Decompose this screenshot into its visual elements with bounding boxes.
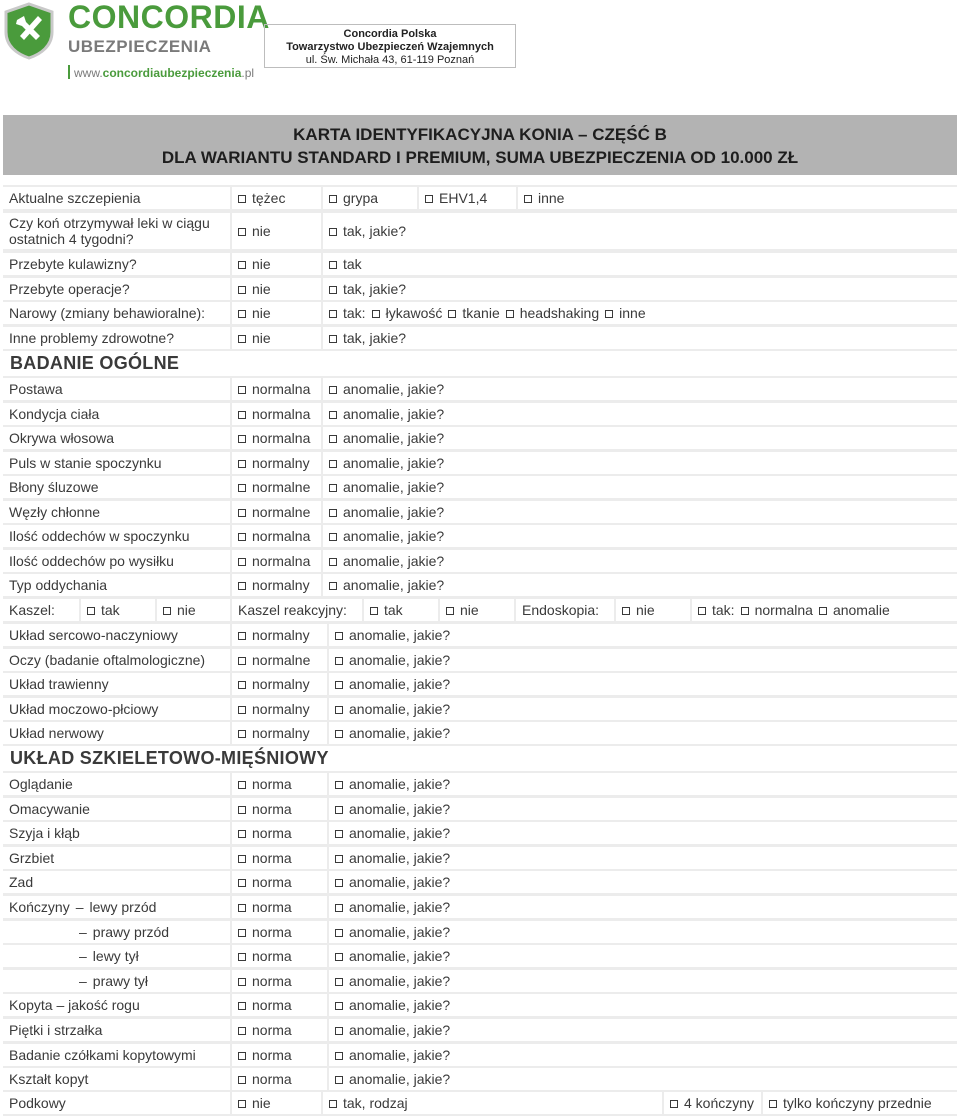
- option-anomalie[interactable]: anomalie, jakie?: [329, 673, 957, 695]
- row-inne-problemy: [3, 325, 957, 351]
- table-row: [3, 401, 957, 427]
- row-label: Kaszel:: [3, 599, 79, 621]
- option-norma[interactable]: normalne: [232, 501, 321, 523]
- checkbox-icon[interactable]: [238, 1076, 246, 1084]
- option-tak-rodzaj[interactable]: tak, rodzaj: [323, 1092, 662, 1114]
- checkbox-icon[interactable]: [335, 830, 343, 838]
- option-anomalie[interactable]: anomalie, jakie?: [323, 378, 957, 400]
- checkbox-icon[interactable]: [769, 1100, 777, 1108]
- option-grypa[interactable]: grypa: [323, 187, 417, 209]
- table-row: [3, 845, 957, 871]
- option-nie[interactable]: nie: [232, 278, 321, 300]
- checkbox-icon[interactable]: [87, 607, 95, 615]
- checkbox-icon[interactable]: [238, 830, 246, 838]
- row-label: Piętki i strzałka: [3, 1019, 230, 1041]
- table-row: [3, 943, 957, 969]
- option-norma[interactable]: normalny: [232, 574, 321, 596]
- checkbox-icon[interactable]: [622, 607, 630, 615]
- checkbox-icon[interactable]: [335, 1076, 343, 1084]
- option-norma[interactable]: norma: [232, 921, 327, 943]
- checkbox-icon[interactable]: [238, 806, 246, 814]
- table-row: [3, 696, 957, 722]
- checkbox-icon[interactable]: [238, 657, 246, 665]
- option-norma[interactable]: norma: [232, 773, 327, 795]
- option-norma[interactable]: normalna: [232, 378, 321, 400]
- row-label: Okrywa włosowa: [3, 427, 230, 449]
- table-row: [3, 796, 957, 822]
- option-anomalie[interactable]: anomalie, jakie?: [329, 994, 957, 1016]
- company-address: Concordia Polska Towarzystwo Ubezpieczeń Wzajemnych ul. Św. Michała 43, 61-119 Poznań: [264, 24, 516, 68]
- row-label: Badanie czółkami kopytowymi: [3, 1044, 230, 1066]
- row-label: Układ nerwowy: [3, 722, 230, 744]
- logo-shield-icon: [2, 2, 56, 60]
- checkbox-icon[interactable]: [329, 460, 337, 468]
- option-anomalie[interactable]: anomalie, jakie?: [329, 1044, 957, 1066]
- option-anomalie[interactable]: anomalie, jakie?: [329, 945, 957, 967]
- option-norma[interactable]: normalny: [232, 624, 327, 646]
- checkbox-icon[interactable]: [506, 310, 514, 318]
- table-row: [3, 523, 957, 549]
- row-label: Ilość oddechów w spoczynku: [3, 525, 230, 547]
- endoskopia-label: Endoskopia:: [516, 599, 614, 621]
- option-anomalie[interactable]: anomalie, jakie?: [329, 698, 957, 720]
- row-label: Zad: [3, 871, 230, 893]
- checkbox-icon[interactable]: [238, 533, 246, 541]
- form-title: KARTA IDENTYFIKACYJNA KONIA – CZĘŚĆ B DLA WARIANTU STANDARD I PREMIUM, SUMA UBEZPIECZENIA OD 10.000 ZŁ: [3, 115, 957, 175]
- row-label: – lewy tył: [3, 945, 230, 967]
- option-norma[interactable]: normalny: [232, 452, 321, 474]
- option-endo-tak-group: [692, 599, 957, 621]
- checkbox-icon[interactable]: [238, 335, 246, 343]
- option-nie[interactable]: nie: [232, 253, 321, 275]
- option-norma[interactable]: normalna: [232, 550, 321, 572]
- row-meds: [3, 211, 957, 251]
- checkbox-icon[interactable]: [329, 310, 337, 318]
- checkbox-icon[interactable]: [819, 607, 827, 615]
- checkbox-icon[interactable]: [238, 781, 246, 789]
- checkbox-icon[interactable]: [238, 582, 246, 590]
- table-row: [3, 474, 957, 500]
- table-row: [3, 720, 957, 746]
- checkbox-icon[interactable]: [335, 781, 343, 789]
- row-label: Podkowy: [3, 1092, 230, 1114]
- row-label: Typ oddychania: [3, 574, 230, 596]
- option-endo-normalna[interactable]: normalna: [741, 602, 813, 618]
- checkbox-icon[interactable]: [605, 310, 613, 318]
- option-kaszel-tak[interactable]: tak: [81, 599, 155, 621]
- option-norma[interactable]: norma: [232, 945, 327, 967]
- option-norma[interactable]: normalne: [232, 476, 321, 498]
- checkbox-icon[interactable]: [238, 435, 246, 443]
- row-label: Układ moczowo-płciowy: [3, 698, 230, 720]
- checkbox-icon[interactable]: [238, 855, 246, 863]
- row-kulawizny: [3, 251, 957, 277]
- section-title-badanie-ogolne: BADANIE OGÓLNE: [10, 353, 180, 373]
- option-anomalie[interactable]: anomalie, jakie?: [329, 970, 957, 992]
- row-label: Kształt kopyt: [3, 1068, 230, 1090]
- option-norma[interactable]: norma: [232, 798, 327, 820]
- option-4-konczyny[interactable]: 4 kończyny: [664, 1092, 761, 1114]
- checkbox-icon[interactable]: [335, 730, 343, 738]
- option-norma[interactable]: normalna: [232, 427, 321, 449]
- row-label: Oczy (badanie oftalmologiczne): [3, 649, 230, 671]
- table-row: [3, 572, 957, 598]
- checkbox-icon[interactable]: [329, 435, 337, 443]
- table-row: [3, 671, 957, 697]
- row-vaccines: [3, 185, 957, 211]
- table-row: [3, 771, 957, 797]
- option-tak[interactable]: tak: [323, 253, 957, 275]
- option-inne[interactable]: inne: [518, 187, 957, 209]
- option-headshaking[interactable]: headshaking: [506, 305, 599, 321]
- row-label: Czy koń otrzymywał leki w ciągu ostatnich 4 tygodni?: [3, 213, 230, 249]
- checkbox-icon[interactable]: [335, 632, 343, 640]
- option-anomalie[interactable]: anomalie, jakie?: [329, 798, 957, 820]
- table-row: [3, 1042, 957, 1068]
- option-anomalie[interactable]: anomalie, jakie?: [329, 896, 957, 918]
- checkbox-icon[interactable]: [335, 806, 343, 814]
- option-tezec[interactable]: tężec: [232, 187, 321, 209]
- option-inne[interactable]: inne: [605, 305, 645, 321]
- option-norma[interactable]: norma: [232, 822, 327, 844]
- option-anomalie[interactable]: anomalie, jakie?: [329, 1068, 957, 1090]
- checkbox-icon[interactable]: [238, 228, 246, 236]
- option-norma[interactable]: norma: [232, 1044, 327, 1066]
- checkbox-icon[interactable]: [698, 607, 706, 615]
- option-tkanie[interactable]: tkanie: [448, 305, 499, 321]
- option-anomalie[interactable]: anomalie, jakie?: [329, 649, 957, 671]
- logo-title: CONCORDIA: [68, 0, 270, 35]
- row-narowy: [3, 300, 957, 326]
- option-norma[interactable]: norma: [232, 994, 327, 1016]
- table-row: [3, 869, 957, 895]
- checkbox-icon[interactable]: [238, 558, 246, 566]
- section-title-uklad-szkieletowo-miesniowy: UKŁAD SZKIELETOWO-MIĘŚNIOWY: [10, 748, 329, 768]
- checkbox-icon[interactable]: [448, 310, 456, 318]
- option-norma[interactable]: normalna: [232, 525, 321, 547]
- option-nie[interactable]: nie: [232, 213, 321, 249]
- logo-accent-bar: [68, 65, 70, 79]
- logo-subtitle: UBEZPIECZENIA: [68, 37, 212, 56]
- row-label: Przebyte operacje?: [3, 278, 230, 300]
- option-anomalie[interactable]: anomalie, jakie?: [329, 722, 957, 744]
- row-label: Kończyny – lewy przód: [3, 896, 230, 918]
- table-row: [3, 622, 957, 648]
- row-label: Puls w stanie spoczynku: [3, 452, 230, 474]
- row-label: Szyja i kłąb: [3, 822, 230, 844]
- checkbox-icon[interactable]: [329, 533, 337, 541]
- row-label: Przebyte kulawizny?: [3, 253, 230, 275]
- checkbox-icon[interactable]: [238, 904, 246, 912]
- checkbox-icon[interactable]: [329, 484, 337, 492]
- website-link[interactable]: www.concordiaubezpieczenia.pl: [74, 66, 255, 80]
- option-tak-group: [323, 302, 957, 324]
- table-row: [3, 820, 957, 846]
- row-operacje: [3, 276, 957, 302]
- option-anomalie[interactable]: anomalie, jakie?: [329, 871, 957, 893]
- row-label: Oglądanie: [3, 773, 230, 795]
- checkbox-icon[interactable]: [238, 730, 246, 738]
- row-label: Postawa: [3, 378, 230, 400]
- checkbox-icon[interactable]: [335, 879, 343, 887]
- table-row: [3, 499, 957, 525]
- option-endo-tak[interactable]: tak:: [698, 602, 735, 618]
- table-row: [3, 450, 957, 476]
- option-norma[interactable]: normalny: [232, 722, 327, 744]
- checkbox-icon[interactable]: [163, 607, 171, 615]
- option-ehv[interactable]: EHV1,4: [419, 187, 516, 209]
- option-lykawosc[interactable]: łykawość: [372, 305, 443, 321]
- option-nie[interactable]: nie: [232, 302, 321, 324]
- checkbox-icon[interactable]: [238, 1100, 246, 1108]
- checkbox-icon[interactable]: [372, 310, 380, 318]
- checkbox-icon[interactable]: [238, 1052, 246, 1060]
- option-norma[interactable]: normalne: [232, 649, 327, 671]
- checkbox-icon[interactable]: [335, 657, 343, 665]
- checkbox-icon[interactable]: [238, 310, 246, 318]
- checkbox-icon[interactable]: [335, 1052, 343, 1060]
- option-anomalie[interactable]: anomalie, jakie?: [329, 773, 957, 795]
- option-tak[interactable]: tak, jakie?: [323, 327, 957, 349]
- option-norma[interactable]: norma: [232, 871, 327, 893]
- table-row: [3, 894, 957, 920]
- checkbox-icon[interactable]: [238, 195, 246, 203]
- option-anomalie[interactable]: anomalie, jakie?: [323, 403, 957, 425]
- checkbox-icon[interactable]: [329, 558, 337, 566]
- checkbox-icon[interactable]: [238, 386, 246, 394]
- checkbox-icon[interactable]: [238, 509, 246, 517]
- checkbox-icon[interactable]: [238, 681, 246, 689]
- option-anomalie[interactable]: anomalie, jakie?: [329, 847, 957, 869]
- row-label: Grzbiet: [3, 847, 230, 869]
- option-kaszel-nie[interactable]: nie: [157, 599, 230, 621]
- checkbox-icon[interactable]: [238, 484, 246, 492]
- checkbox-icon[interactable]: [329, 228, 337, 236]
- checkbox-icon[interactable]: [329, 286, 337, 294]
- checkbox-icon[interactable]: [329, 386, 337, 394]
- table-row: [3, 1066, 957, 1092]
- option-anomalie[interactable]: anomalie, jakie?: [323, 501, 957, 523]
- checkbox-icon[interactable]: [238, 1027, 246, 1035]
- checkbox-icon[interactable]: [238, 879, 246, 887]
- checkbox-icon[interactable]: [446, 607, 454, 615]
- checkbox-icon[interactable]: [670, 1100, 678, 1108]
- checkbox-icon[interactable]: [524, 195, 532, 203]
- checkbox-icon[interactable]: [329, 582, 337, 590]
- checkbox-icon[interactable]: [238, 929, 246, 937]
- checkbox-icon[interactable]: [335, 1027, 343, 1035]
- table-row: [3, 1017, 957, 1043]
- checkbox-icon[interactable]: [335, 706, 343, 714]
- option-anomalie[interactable]: anomalie, jakie?: [323, 476, 957, 498]
- option-konczyny-przednie[interactable]: tylko kończyny przednie: [763, 1092, 957, 1114]
- option-reakcyjny-tak[interactable]: tak: [364, 599, 438, 621]
- row-label: – prawy przód: [3, 921, 230, 943]
- table-row: [3, 919, 957, 945]
- checkbox-icon[interactable]: [238, 261, 246, 269]
- row-label: Kopyta – jakość rogu: [3, 994, 230, 1016]
- table-row: [3, 968, 957, 994]
- table-row: [3, 992, 957, 1018]
- row-podkowy: [3, 1090, 957, 1116]
- option-anomalie[interactable]: anomalie, jakie?: [323, 550, 957, 572]
- row-label: Inne problemy zdrowotne?: [3, 327, 230, 349]
- option-norma[interactable]: norma: [232, 896, 327, 918]
- option-anomalie[interactable]: anomalie, jakie?: [323, 525, 957, 547]
- checkbox-icon[interactable]: [329, 1100, 337, 1108]
- option-anomalie[interactable]: anomalie, jakie?: [329, 624, 957, 646]
- checkbox-icon[interactable]: [335, 953, 343, 961]
- checkbox-icon[interactable]: [238, 632, 246, 640]
- checkbox-icon[interactable]: [425, 195, 433, 203]
- checkbox-icon[interactable]: [329, 261, 337, 269]
- row-label: Aktualne szczepienia: [3, 187, 230, 209]
- option-anomalie[interactable]: anomalie, jakie?: [329, 1019, 957, 1041]
- option-endo-anomalie[interactable]: anomalie: [819, 602, 890, 618]
- option-reakcyjny-nie[interactable]: nie: [440, 599, 514, 621]
- row-label: – prawy tył: [3, 970, 230, 992]
- checkbox-icon[interactable]: [238, 411, 246, 419]
- checkbox-icon[interactable]: [335, 681, 343, 689]
- option-norma[interactable]: normalny: [232, 698, 327, 720]
- table-row: [3, 647, 957, 673]
- row-label: Omacywanie: [3, 798, 230, 820]
- option-endo-nie[interactable]: nie: [616, 599, 690, 621]
- table-row: [3, 376, 957, 402]
- option-norma[interactable]: norma: [232, 970, 327, 992]
- row-label: Narowy (zmiany behawioralne):: [3, 302, 230, 324]
- option-anomalie[interactable]: anomalie, jakie?: [323, 452, 957, 474]
- checkbox-icon[interactable]: [238, 1002, 246, 1010]
- row-label: Kondycja ciała: [3, 403, 230, 425]
- checkbox-icon[interactable]: [238, 953, 246, 961]
- option-norma[interactable]: norma: [232, 1019, 327, 1041]
- checkbox-icon[interactable]: [238, 978, 246, 986]
- option-anomalie[interactable]: anomalie, jakie?: [329, 921, 957, 943]
- checkbox-icon[interactable]: [329, 411, 337, 419]
- table-row: [3, 548, 957, 574]
- checkbox-icon[interactable]: [238, 286, 246, 294]
- checkbox-icon[interactable]: [335, 978, 343, 986]
- checkbox-icon[interactable]: [335, 855, 343, 863]
- checkbox-icon[interactable]: [741, 607, 749, 615]
- option-tak[interactable]: tak:: [329, 305, 366, 321]
- checkbox-icon[interactable]: [329, 509, 337, 517]
- row-label: Układ trawienny: [3, 673, 230, 695]
- option-tak[interactable]: tak, jakie?: [323, 213, 957, 249]
- checkbox-icon[interactable]: [329, 195, 337, 203]
- option-norma[interactable]: normalny: [232, 673, 327, 695]
- table-row: [3, 425, 957, 451]
- checkbox-icon[interactable]: [370, 607, 378, 615]
- checkbox-icon[interactable]: [335, 1002, 343, 1010]
- option-nie[interactable]: nie: [232, 1092, 321, 1114]
- option-anomalie[interactable]: anomalie, jakie?: [323, 574, 957, 596]
- option-norma[interactable]: norma: [232, 847, 327, 869]
- row-label: Układ sercowo-naczyniowy: [3, 624, 230, 646]
- checkbox-icon[interactable]: [335, 929, 343, 937]
- row-label: Ilość oddechów po wysiłku: [3, 550, 230, 572]
- checkbox-icon[interactable]: [329, 335, 337, 343]
- option-tak[interactable]: tak, jakie?: [323, 278, 957, 300]
- kaszel-reakcyjny-label: Kaszel reakcyjny:: [232, 599, 362, 621]
- checkbox-icon[interactable]: [335, 904, 343, 912]
- option-norma[interactable]: normalna: [232, 403, 321, 425]
- checkbox-icon[interactable]: [238, 460, 246, 468]
- checkbox-icon[interactable]: [238, 706, 246, 714]
- option-nie[interactable]: nie: [232, 327, 321, 349]
- row-kaszel: [3, 597, 957, 623]
- option-anomalie[interactable]: anomalie, jakie?: [323, 427, 957, 449]
- row-label: Węzły chłonne: [3, 501, 230, 523]
- row-label: Błony śluzowe: [3, 476, 230, 498]
- option-anomalie[interactable]: anomalie, jakie?: [329, 822, 957, 844]
- option-norma[interactable]: norma: [232, 1068, 327, 1090]
